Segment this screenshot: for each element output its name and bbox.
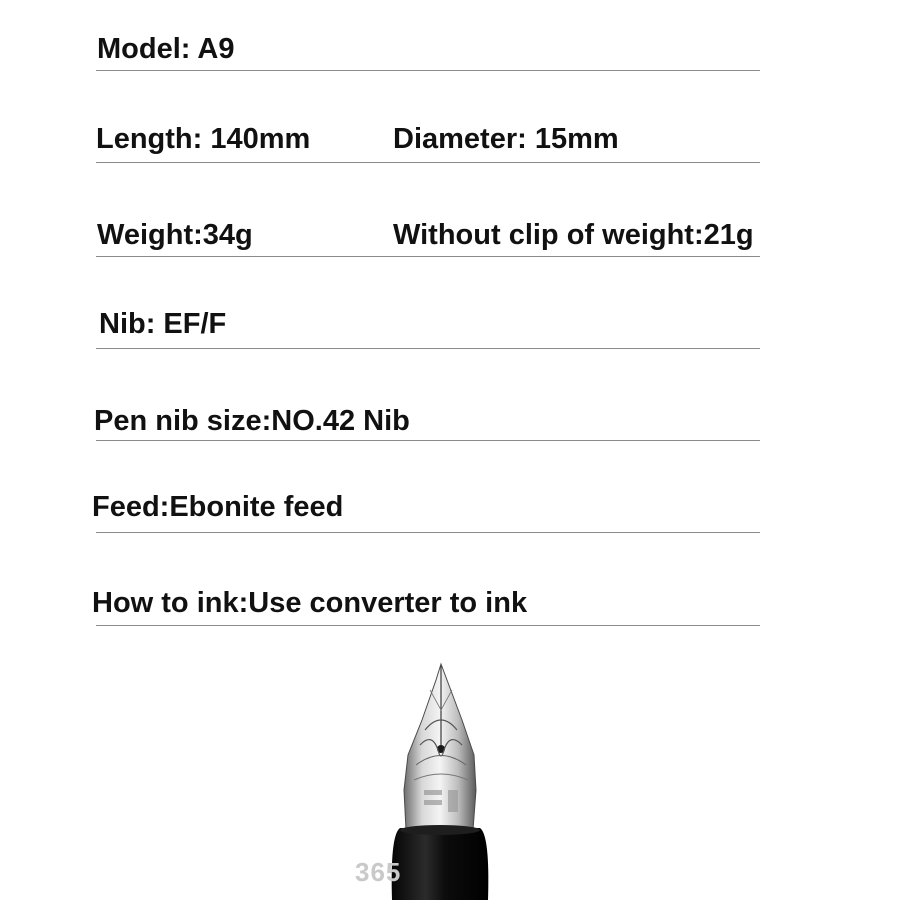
divider	[96, 70, 760, 71]
nib-size-label: Pen nib size:NO.42 Nib	[94, 405, 410, 437]
diameter-label: Diameter: 15mm	[393, 123, 619, 155]
divider	[96, 162, 760, 163]
watermark-text: 365	[355, 857, 402, 887]
weight-without-clip-label: Without clip of weight:21g	[393, 219, 754, 251]
fountain-pen-nib-icon	[0, 650, 900, 900]
divider	[96, 256, 760, 257]
how-to-ink-label: How to ink:Use converter to ink	[92, 587, 528, 619]
divider	[96, 440, 760, 441]
divider	[96, 532, 760, 533]
divider	[96, 348, 760, 349]
nib-label: Nib: EF/F	[99, 308, 227, 340]
pen-nib-image	[0, 650, 900, 900]
weight-label: Weight:34g	[97, 219, 253, 251]
model-label: Model: A9	[97, 33, 235, 65]
length-label: Length: 140mm	[96, 123, 311, 155]
divider	[96, 625, 760, 626]
feed-label: Feed:Ebonite feed	[92, 491, 344, 523]
